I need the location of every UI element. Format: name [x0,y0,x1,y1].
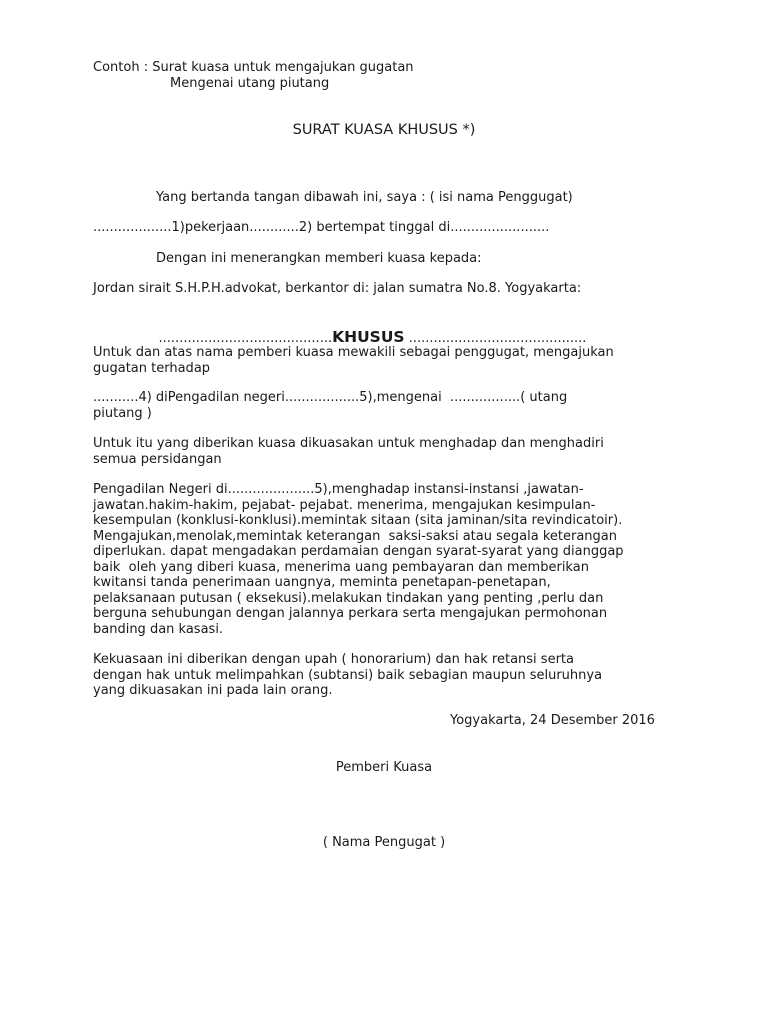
paragraph-honorarium [93,652,683,699]
paragraph-line: semua persidangan [93,451,222,467]
paragraph-line: jawatan.hakim-hakim, pejabat- pejabat. menerima, mengajukan kesimpulan- [93,497,596,513]
paragraph-court [93,390,683,421]
signer-label: Pemberi Kuasa [335,760,433,775]
paragraph-line: Kekuasaan ini diberikan dengan upah ( honorarium) dan hak retansi serta [93,652,574,667]
identity-line: ...................1)pekerjaan............2) bertempat tinggal di........................ [93,220,550,235]
paragraph-line: banding dan kasasi. [93,621,224,637]
paragraph-line: yang dikuasakan ini pada lain orang. [93,683,333,698]
paragraph-line: Mengajukan,menolak,memintak keterangan saksi-saksi atau segala keterangan [93,528,617,544]
declaration-line: Dengan ini menerangkan memberi kuasa kepada: [156,251,482,266]
paragraph-attendance [93,436,683,467]
paragraph-mandate [93,345,683,376]
intro-line: Yang bertanda tangan dibawah ini, saya : ( isi nama Penggugat) [156,190,573,205]
paragraph-line: berguna sehubungan dengan jalannya perkara serta mengajukan permohonan [93,606,608,621]
khusus-dots-right: ........................................... [404,331,587,346]
paragraph-line: ...........4) diPengadilan negeri..................5),mengenai .................( utang [93,390,568,405]
document-title: SURAT KUASA KHUSUS *) [292,122,476,138]
paragraph-line: Untuk dan atas nama pemberi kuasa mewakili sebagai penggugat, mengajukan [93,345,614,360]
paragraph-line: kesempulan (konklusi-konklusi).memintak sitaan (sita jaminan/sita revindicatoir). [93,513,623,528]
paragraph-powers [93,482,683,637]
place-date: Yogyakarta, 24 Desember 2016 [450,713,655,728]
paragraph-line: dengan hak untuk melimpahkan (subtansi) baik sebagian maupun seluruhnya [93,667,603,683]
paragraph-line: piutang ) [93,405,152,421]
signer-name: ( Nama Pengugat ) [322,835,446,850]
paragraph-line: Pengadilan Negeri di.....................5),menghadap instansi-instansi ,jawatan- [93,482,584,497]
paragraph-line: baik oleh yang diberi kuasa, menerima uang pembayaran dan memberikan [93,559,589,575]
khusus-word: KHUSUS [332,328,405,346]
khusus-dots-left: .......................................... [158,331,333,346]
example-header-line1: Contoh : Surat kuasa untuk mengajukan gugatan [93,60,414,75]
example-header-line2: Mengenai utang piutang [170,76,330,91]
attorney-line: Jordan sirait S.H.P.H.advokat, berkantor di: jalan sumatra No.8. Yogyakarta: [93,281,582,296]
paragraph-line: pelaksanaan putusan ( eksekusi).melakukan tindakan yang penting ,perlu dan [93,590,604,606]
paragraph-line: gugatan terhadap [93,360,211,376]
paragraph-line: Untuk itu yang diberikan kuasa dikuasakan untuk menghadap dan menghadiri [93,436,604,451]
paragraph-line: kwitansi tanda penerimaan uangnya, meminta penetapan-penetapan, [93,575,551,590]
paragraph-line: diperlukan. dapat mengadakan perdamaian dengan syarat-syarat yang dianggap [93,544,624,559]
